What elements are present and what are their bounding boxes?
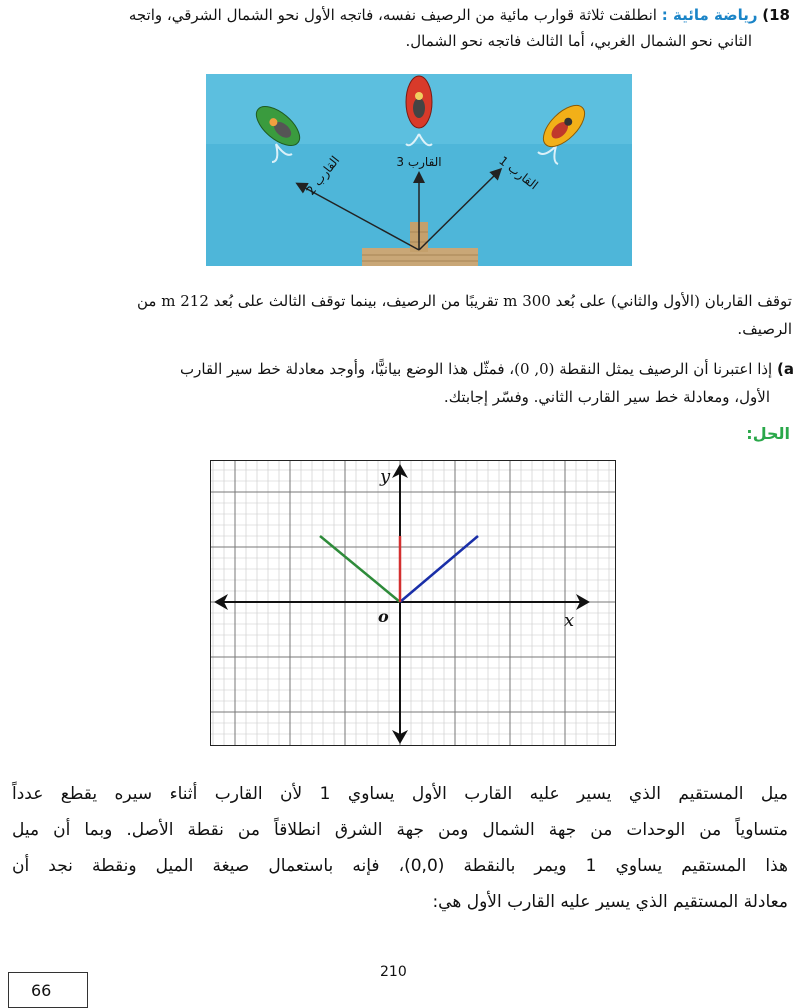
explanation-line-4: معادلة المستقيم الذي يسير عليه القارب الأول هي:: [432, 892, 788, 912]
question-line-1: [10, 4, 790, 26]
explanation-line-3: هذا المستقيم يساوي 1 ويمر بالنقطة (0,0)، فإنه باستعمال صيغة الميل ونقطة نجد أن: [12, 856, 789, 876]
part-a-line-1: [180, 358, 794, 380]
explanation-line-2: متساوياً من الوحدات من جهة الشمال ومن جهة الشرق انطلاقاً من نقطة الأصل. وبما أن ميل: [12, 820, 788, 840]
origin-label: o: [378, 607, 389, 626]
y-axis-label: y: [380, 466, 391, 487]
page-number-center: 210: [380, 964, 407, 980]
paragraph-line-1: توقف القاربان (الأول والثاني) على بُعد 300 m تقريبًا من الرصيف، بينما توقف الثالث على بُعد 212 m من: [137, 292, 792, 310]
boat1-label: القارب 1: [496, 153, 541, 193]
explanation-line-1: ميل المستقيم الذي يسير عليه القارب الأول يساوي 1 لأن القارب أثناء سيره يقطع عدداً: [12, 784, 788, 804]
part-a-text-1: إذا اعتبرنا أن الرصيف يمثل النقطة (0, 0)، فمثّل هذا الوضع بيانيًّا، وأوجد معادلة خط سير القارب: [180, 360, 773, 378]
question-topic: رياضة مائية :: [661, 6, 758, 24]
boats-illustration: [206, 74, 632, 266]
paragraph-line-2: الرصيف.: [737, 320, 792, 338]
question-text-1: انطلقت ثلاثة قوارب مائية من الرصيف نفسه، فاتجه الأول نحو الشمال الشرقي، واتجه: [128, 6, 657, 24]
boat3-icon: [406, 76, 432, 128]
boat3-label: القارب 3: [396, 155, 442, 169]
solution-label: الحل:: [746, 424, 790, 443]
coordinate-graph: [210, 460, 616, 746]
question-line-2: الثاني نحو الشمال الغربي، أما الثالث فاتجه نحو الشمال.: [405, 32, 752, 50]
part-a-label: a): [777, 360, 794, 378]
question-number: 18): [762, 6, 790, 24]
page-number-box: 66: [8, 972, 88, 1008]
x-axis-label: x: [564, 610, 575, 631]
part-a-line-2: الأول، ومعادلة خط سير القارب الثاني. وفسّر إجابتك.: [443, 388, 770, 406]
boat2-label: القارب 2: [303, 153, 343, 198]
